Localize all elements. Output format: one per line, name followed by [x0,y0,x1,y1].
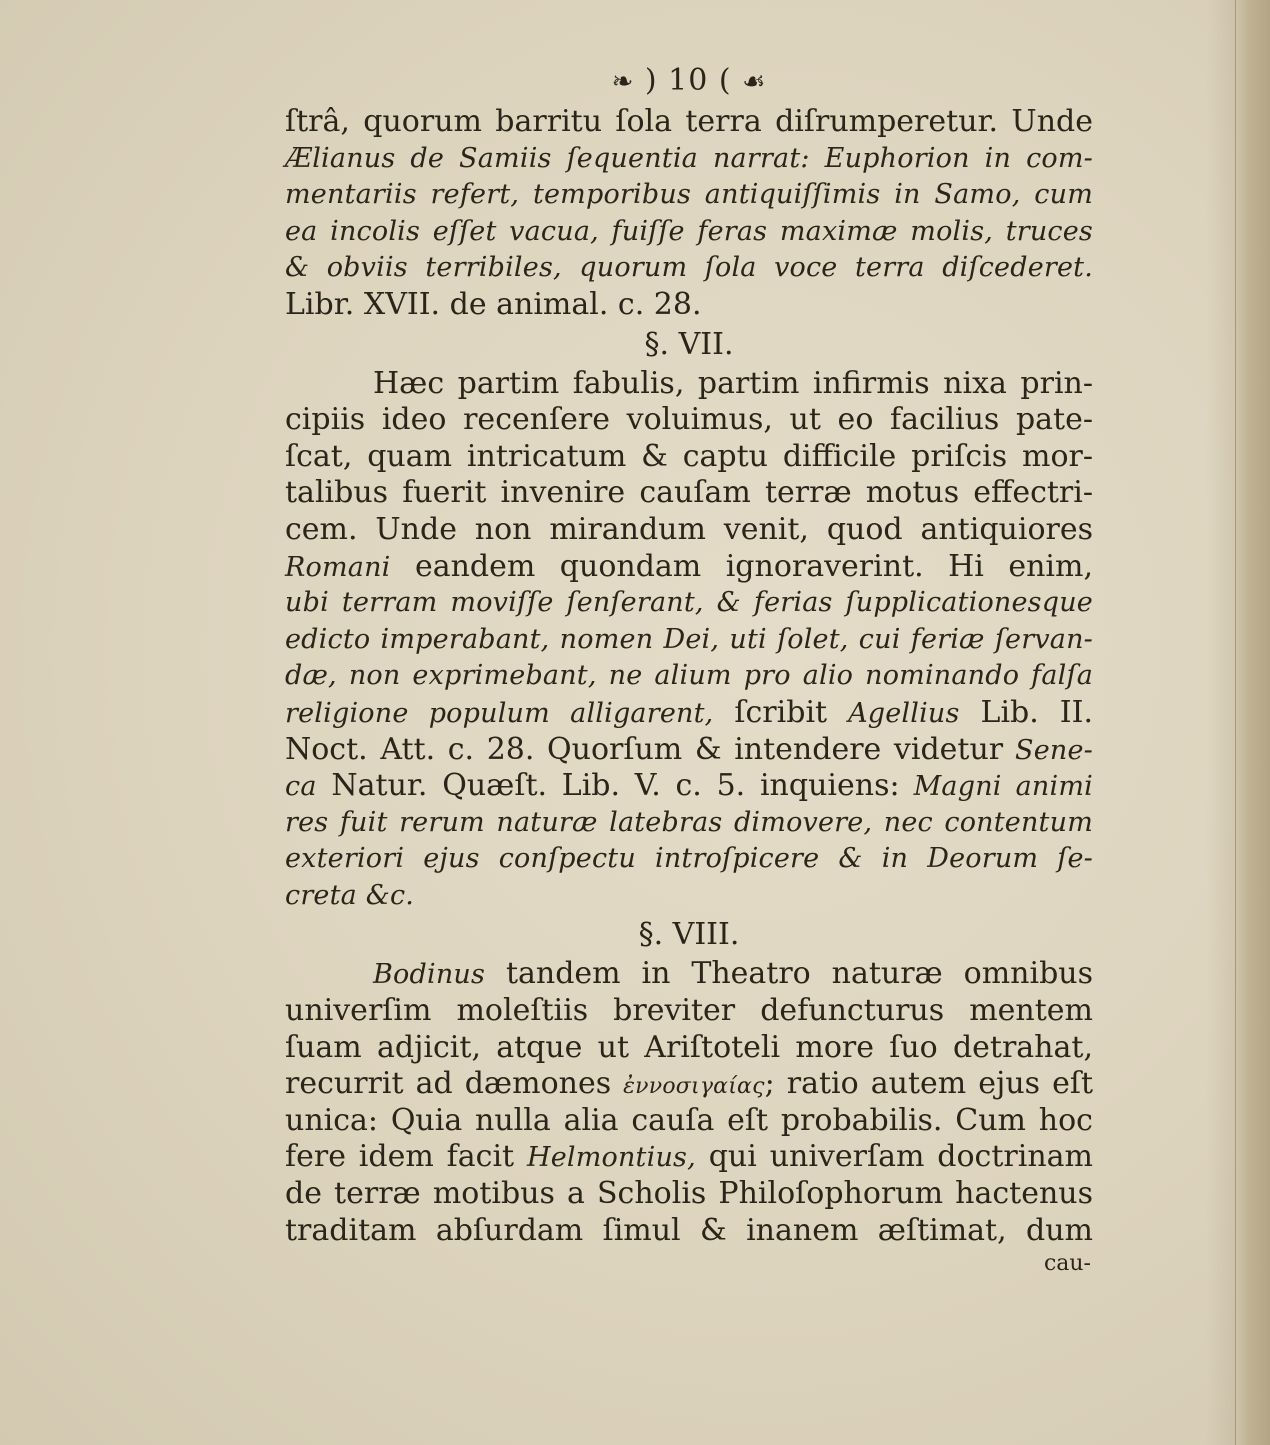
line-text: ſcribit [713,694,849,730]
italic-name: ca [285,771,317,803]
text-line: creta &c. [285,879,415,911]
text-line [285,1139,1093,1176]
text-line: ubi terram moviſſe ſenſerant, & ferias ſupplicationesque [285,587,1093,619]
line-text: ; ratio autem ejus eſt [764,1066,1094,1102]
text-line [285,956,1093,993]
line-text: eandem quondam ignoraverint. Hi enim, [390,548,1093,584]
text-line: ſtrâ, quorum barritu ſola terra diſrumperetur. Unde [285,104,1093,139]
ornament-left-icon: ❧ [611,67,635,97]
greek-word: ἐννοσιγαίας [623,1074,765,1100]
text-line: cem. Unde non mirandum venit, quod antiquiores [285,511,1093,547]
line-text: recurrit ad dæmones [285,1066,624,1102]
text-line: res fuit rerum naturæ latebras dimovere, nec contentum [285,806,1093,838]
italic-name: Romani [285,551,391,583]
italic-name: Agellius [848,697,960,729]
text-line: unica: Quia nulla alia cauſa eſt probabilis. Cum hoc [285,1102,1093,1138]
text-line: exteriori ejus conſpectu introſpicere & in Deorum ſe- [285,843,1093,875]
text-line: Ælianus de Samiis ſequentia narrat: Euphorion in com- [285,142,1093,174]
italic-name: Helmontius, [526,1142,696,1174]
text-line [285,768,1093,805]
text-block [285,60,1093,1279]
italic-name: Bodinus [373,959,486,991]
section-heading-vii: §. VII. [644,326,734,362]
section-heading-viii: §. VIII. [638,917,740,953]
line-text: Lib. II. [959,694,1093,730]
text-line: Hæc partim fabulis, partim infirmis nixa prin- [373,365,1093,401]
paragraph-3 [285,956,1093,1249]
italic-name: Sene- [1003,734,1093,766]
text-line [285,695,1093,732]
text-line: ſcat, quam intricatum & captu difficile priſcis mor- [285,438,1093,474]
text-line: & obviis terribiles, quorum ſola voce terra diſcederet. [285,252,1093,284]
text-line [285,549,1093,586]
text-line [285,732,1093,769]
text-line: ea incolis eſſet vacua, fuiſſe feras maximæ molis, truces [285,215,1093,247]
running-header [285,60,1093,102]
gutter-shadow [1206,0,1236,1445]
text-line: cipiis ideo recenſere voluimus, ut eo facilius pate- [285,402,1093,438]
text-line [285,1066,1093,1103]
ornament-right-icon: ☙ [742,67,767,97]
text-line: univerſim moleſtiis breviter defuncturus mentem [285,993,1093,1029]
catchword: cau- [1043,1251,1091,1277]
line-text: Noct. Att. c. 28. Quorſum & intendere videtur [285,731,1004,767]
line-text: fere idem facit [285,1139,527,1175]
line-text: Natur. Quæſt. Lib. V. c. 5. inquiens: [316,768,900,804]
line-text: qui univerſam doctrinam [695,1139,1093,1175]
text-line: traditam abſurdam ſimul & inanem æſtimat, dum [285,1212,1093,1248]
paragraph-1 [285,104,1093,324]
page-number: ) 10 ( [644,63,732,98]
paragraph-2 [285,366,1093,915]
text-line: Libr. XVII. de animal. c. 28. [285,286,702,322]
text-line: mentariis refert, temporibus antiquiſſimis in Samo, cum [285,179,1093,211]
page-fold [1235,0,1270,1445]
italic-quote: Magni animi [899,771,1093,803]
text-line: ſuam adjicit, atque ut Ariſtoteli more ſuo detrahat, [285,1029,1093,1065]
text-line: talibus fuerit invenire cauſam terræ motus effectri- [285,475,1093,511]
text-line: edicto imperabant, nomen Dei, uti ſolet, cui feriæ ſervan- [285,623,1093,655]
text-line: de terræ motibus a Scholis Philoſophorum hactenus [285,1176,1093,1212]
italic-quote: religione populum alligarent, [285,697,714,729]
text-line: dæ, non exprimebant, ne alium pro alio nominando falſa [285,660,1093,692]
line-text: tandem in Theatro naturæ omnibus [485,956,1093,992]
